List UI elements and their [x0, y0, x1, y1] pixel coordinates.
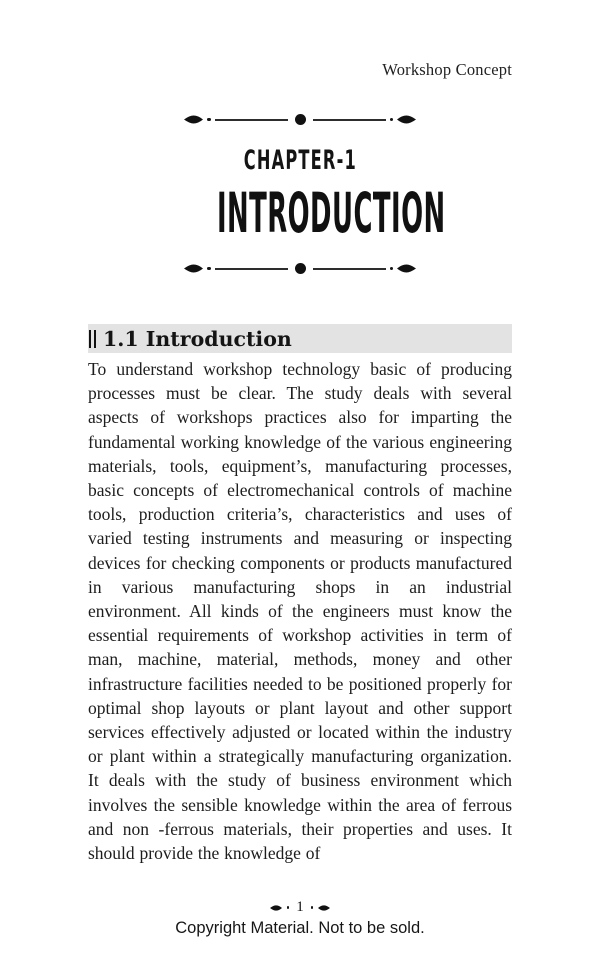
divider-rule	[215, 268, 288, 270]
double-vertical-bar-icon	[89, 330, 96, 348]
divider-rule	[215, 119, 288, 121]
body-paragraph: To understand workshop technology basic of producing processes must be clear. The study deals with several aspects of workshops practices also for imparting the fundamental working knowledge of the various engineering materials, tools, equipment’s, manufacturing processes, basic concepts of electromechanical controls of machine tools, production criteria’s, characteristics and uses of varied testing instruments and measuring or inspecting devices for checking components or products manufactured in various manufacturing shops in an industrial environment. All kinds of the engineers must know the essential requirements of workshop activities in term of man, machine, material, methods, money and other infrastructure facilities needed to be positioned properly for optimal shop layouts or plant layout and other support services effectively adjusted or located within the industry or plant within a strategically manufacturing organization. It deals with the study of business environment which involves the sensible knowledge within the area of ferrous and non -ferrous materials, their properties and uses. It should provide the knowledge of	[88, 359, 512, 864]
ornamental-divider-bottom	[184, 263, 416, 274]
divider-center-circle-icon	[295, 263, 306, 274]
running-header: Workshop Concept	[382, 60, 512, 79]
divider-dot-icon	[207, 267, 211, 271]
divider-dot-icon	[207, 118, 211, 122]
leaf-diamond-left-icon	[184, 115, 203, 124]
section-heading-band	[88, 324, 512, 353]
page-footer	[0, 899, 600, 938]
section-heading-text: 1.1 Introduction	[103, 326, 292, 351]
chapter-title-row	[88, 181, 512, 245]
leaf-diamond-left-icon	[184, 264, 203, 273]
page-number-marker	[0, 899, 600, 916]
chapter-label-row	[88, 145, 512, 176]
divider-dot-icon	[390, 118, 394, 122]
chapter-label: CHAPTER-1	[243, 145, 357, 176]
marker-dot-icon	[311, 906, 314, 909]
divider-rule	[313, 268, 386, 270]
leaf-diamond-right-icon	[318, 905, 330, 911]
page-number: 1	[296, 899, 304, 915]
copyright-notice: Copyright Material. Not to be sold.	[175, 919, 425, 937]
divider-rule	[313, 119, 386, 121]
divider-dot-icon	[390, 267, 394, 271]
divider-center-circle-icon	[295, 114, 306, 125]
leaf-diamond-right-icon	[397, 264, 416, 273]
chapter-title: INTRODUCTION	[216, 181, 446, 245]
ornamental-divider-top	[184, 114, 416, 125]
marker-dot-icon	[287, 906, 290, 909]
leaf-diamond-left-icon	[270, 905, 282, 911]
leaf-diamond-right-icon	[397, 115, 416, 124]
